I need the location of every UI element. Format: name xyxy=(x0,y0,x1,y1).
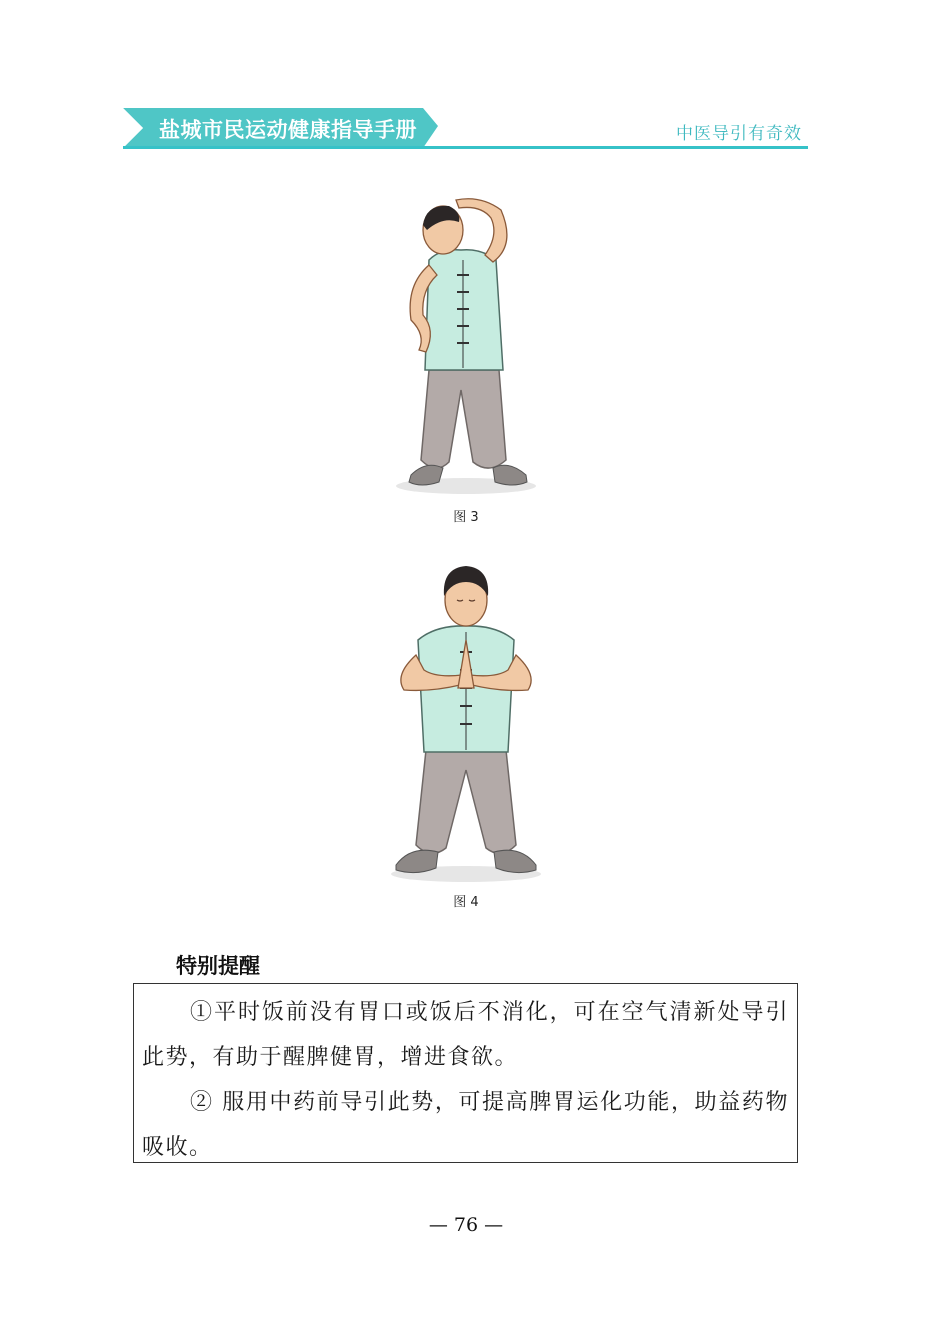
notice-item-2: ② 服用中药前导引此势，可提高脾胃运化功能，助益药物吸收。 xyxy=(142,1090,789,1160)
figure-3 xyxy=(0,190,932,525)
header-divider xyxy=(123,146,808,149)
figure-4-illustration xyxy=(376,560,556,885)
book-title: 盐城市民运动健康指导手册 xyxy=(159,118,417,142)
page-number: — 76 — xyxy=(428,1214,504,1236)
notice-title: 特别提醒 xyxy=(176,954,260,978)
notice-box xyxy=(133,983,798,1163)
figure-3-caption: 图 3 xyxy=(453,510,479,525)
figure-4-caption: 图 4 xyxy=(453,895,479,910)
figure-3-illustration xyxy=(381,190,551,500)
section-title: 中医导引有奇效 xyxy=(676,124,802,144)
figure-4 xyxy=(0,560,932,910)
page-header xyxy=(123,108,808,152)
notice-item-1: ①平时饭前没有胃口或饭后不消化，可在空气清新处导引此势，有助于醒脾健胃，增进食欲。 xyxy=(142,1000,789,1070)
